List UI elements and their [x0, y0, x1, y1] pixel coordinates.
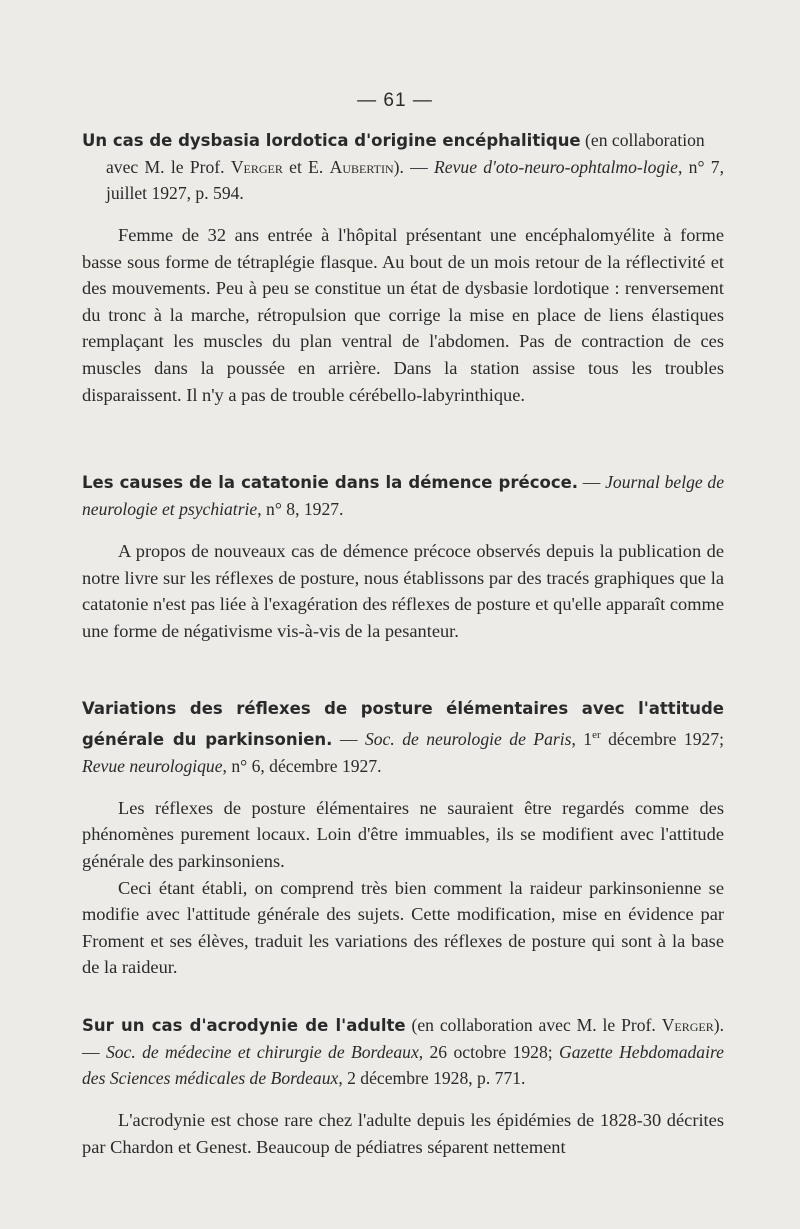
entry-citation: avec M. le Prof. Verger et E. Aubertin). — Revue d'oto-neuro-ophtalmo-logie, n° 7, juillet 1927, p. 594. — [106, 157, 724, 203]
paragraph: Les réflexes de posture élémentaires ne sauraient être regardés comme des phénomènes purement locaux. Loin d'être immuables, ils se modifient avec l'attitude générale des parkinsoniens. — [82, 797, 724, 872]
author-name: Verger — [230, 157, 283, 177]
entry-reflexes-posture — [82, 695, 724, 981]
journal-name: Soc. de médecine et chirurgie de Bordeaux — [105, 1042, 419, 1062]
paragraph: Ceci étant établi, on comprend très bien comment la raideur parkinsonienne se modifie avec l'attitude générale des sujets. Cette modification, mise en évidence par Froment et ses élèves, traduit les variations des réflexes de posture qui sont à la base de la raideur. — [82, 877, 724, 978]
entry-heading: Variations des réflexes de posture élémentaires avec l'attitude générale du parkinsonien. — Soc. de neurologie de Paris, 1er décembre 1927; Revue neurologique, n° 6, décembre 1927. — [82, 699, 725, 776]
entry-title: Sur un cas d'acrodynie de l'adulte — [82, 1016, 406, 1035]
entry-title: Les causes de la catatonie dans la démence précoce. — [82, 473, 579, 492]
journal-name: Revue d'oto-neuro-ophtalmo-logie — [434, 157, 678, 177]
page-number: — 61 — — [357, 90, 433, 111]
entry-title: Variations des réflexes de posture élémentaires avec l'attitude générale du parkinsonien. — [82, 699, 724, 749]
entry-dysbasia — [82, 127, 724, 408]
entry-heading: Un cas de dysbasia lordotica d'origine encéphalitique (en collaboration avec M. le Prof. Verger et E. Aubertin). — Revue d'oto-neuro-ophtalmo-logie, n° 7, juillet 1927, p. 594. — [82, 127, 724, 206]
paragraph: A propos de nouveaux cas de démence précoce observés depuis la publication de notre livre sur les réflexes de posture, nous établissons par des tracés graphiques que la catatonie n'est pas liée à l'exagération des réflexes de posture et qu'elle apparaît comme une forme de négativisme vis-à-vis de la pesanteur. — [82, 541, 724, 641]
author-name: Aubertin — [329, 157, 394, 177]
entry-heading: Les causes de la catatonie dans la démence précoce. — Journal belge de neurologie et psychiatrie, n° 8, 1927. — [82, 472, 725, 519]
paragraph: Femme de 32 ans entrée à l'hôpital présentant une encéphalomyélite à forme basse sous forme de tétraplégie flasque. Au bout de un mois retour de la réflectivité et des mouvements. Peu à peu se constitue un état de dysbasie lordotique : renversement du tronc à la marche, rétropulsion que corrige la mise en place de liens élastiques remplaçant les muscles du plan ventral de l'abdomen. Pas de contraction de ces muscles dans la poussée en arrière. Dans la station assise tous les troubles disparaissent. Il n'y a pas de trouble cérébello-labyrinthique. — [82, 225, 724, 405]
author-name: Verger — [661, 1015, 714, 1035]
journal-name: Revue neurologique — [82, 755, 223, 776]
entry-title: Un cas de dysbasia lordotica d'origine encéphalitique — [82, 131, 581, 150]
paragraph: L'acrodynie est chose rare chez l'adulte depuis les épidémies de 1828-30 décrites par Chardon et Genest. Beaucoup de pédiatres séparent nettement — [82, 1110, 724, 1157]
entry-acrodynie — [82, 1012, 724, 1160]
entry-body — [82, 1107, 724, 1160]
entry-body — [82, 222, 724, 408]
entry-body — [82, 538, 724, 644]
journal-name: Soc. de neurologie de Paris — [364, 728, 572, 749]
entry-body — [82, 795, 724, 981]
journal-name: Gazette Hebdomadaire des Sciences médicales de Bordeaux — [82, 1042, 724, 1088]
journal-name: Journal belge de neurologie et psychiatrie — [82, 472, 725, 519]
entry-catatonie — [82, 469, 724, 644]
entry-heading: Sur un cas d'acrodynie de l'adulte (en collaboration avec M. le Prof. Verger). — Soc. de médecine et chirurgie de Bordeaux, 26 octobre 1928; Gazette Hebdomadaire des Sciences médicales de Bordeaux, 2 décembre 1928, p. 771. — [82, 1015, 724, 1088]
